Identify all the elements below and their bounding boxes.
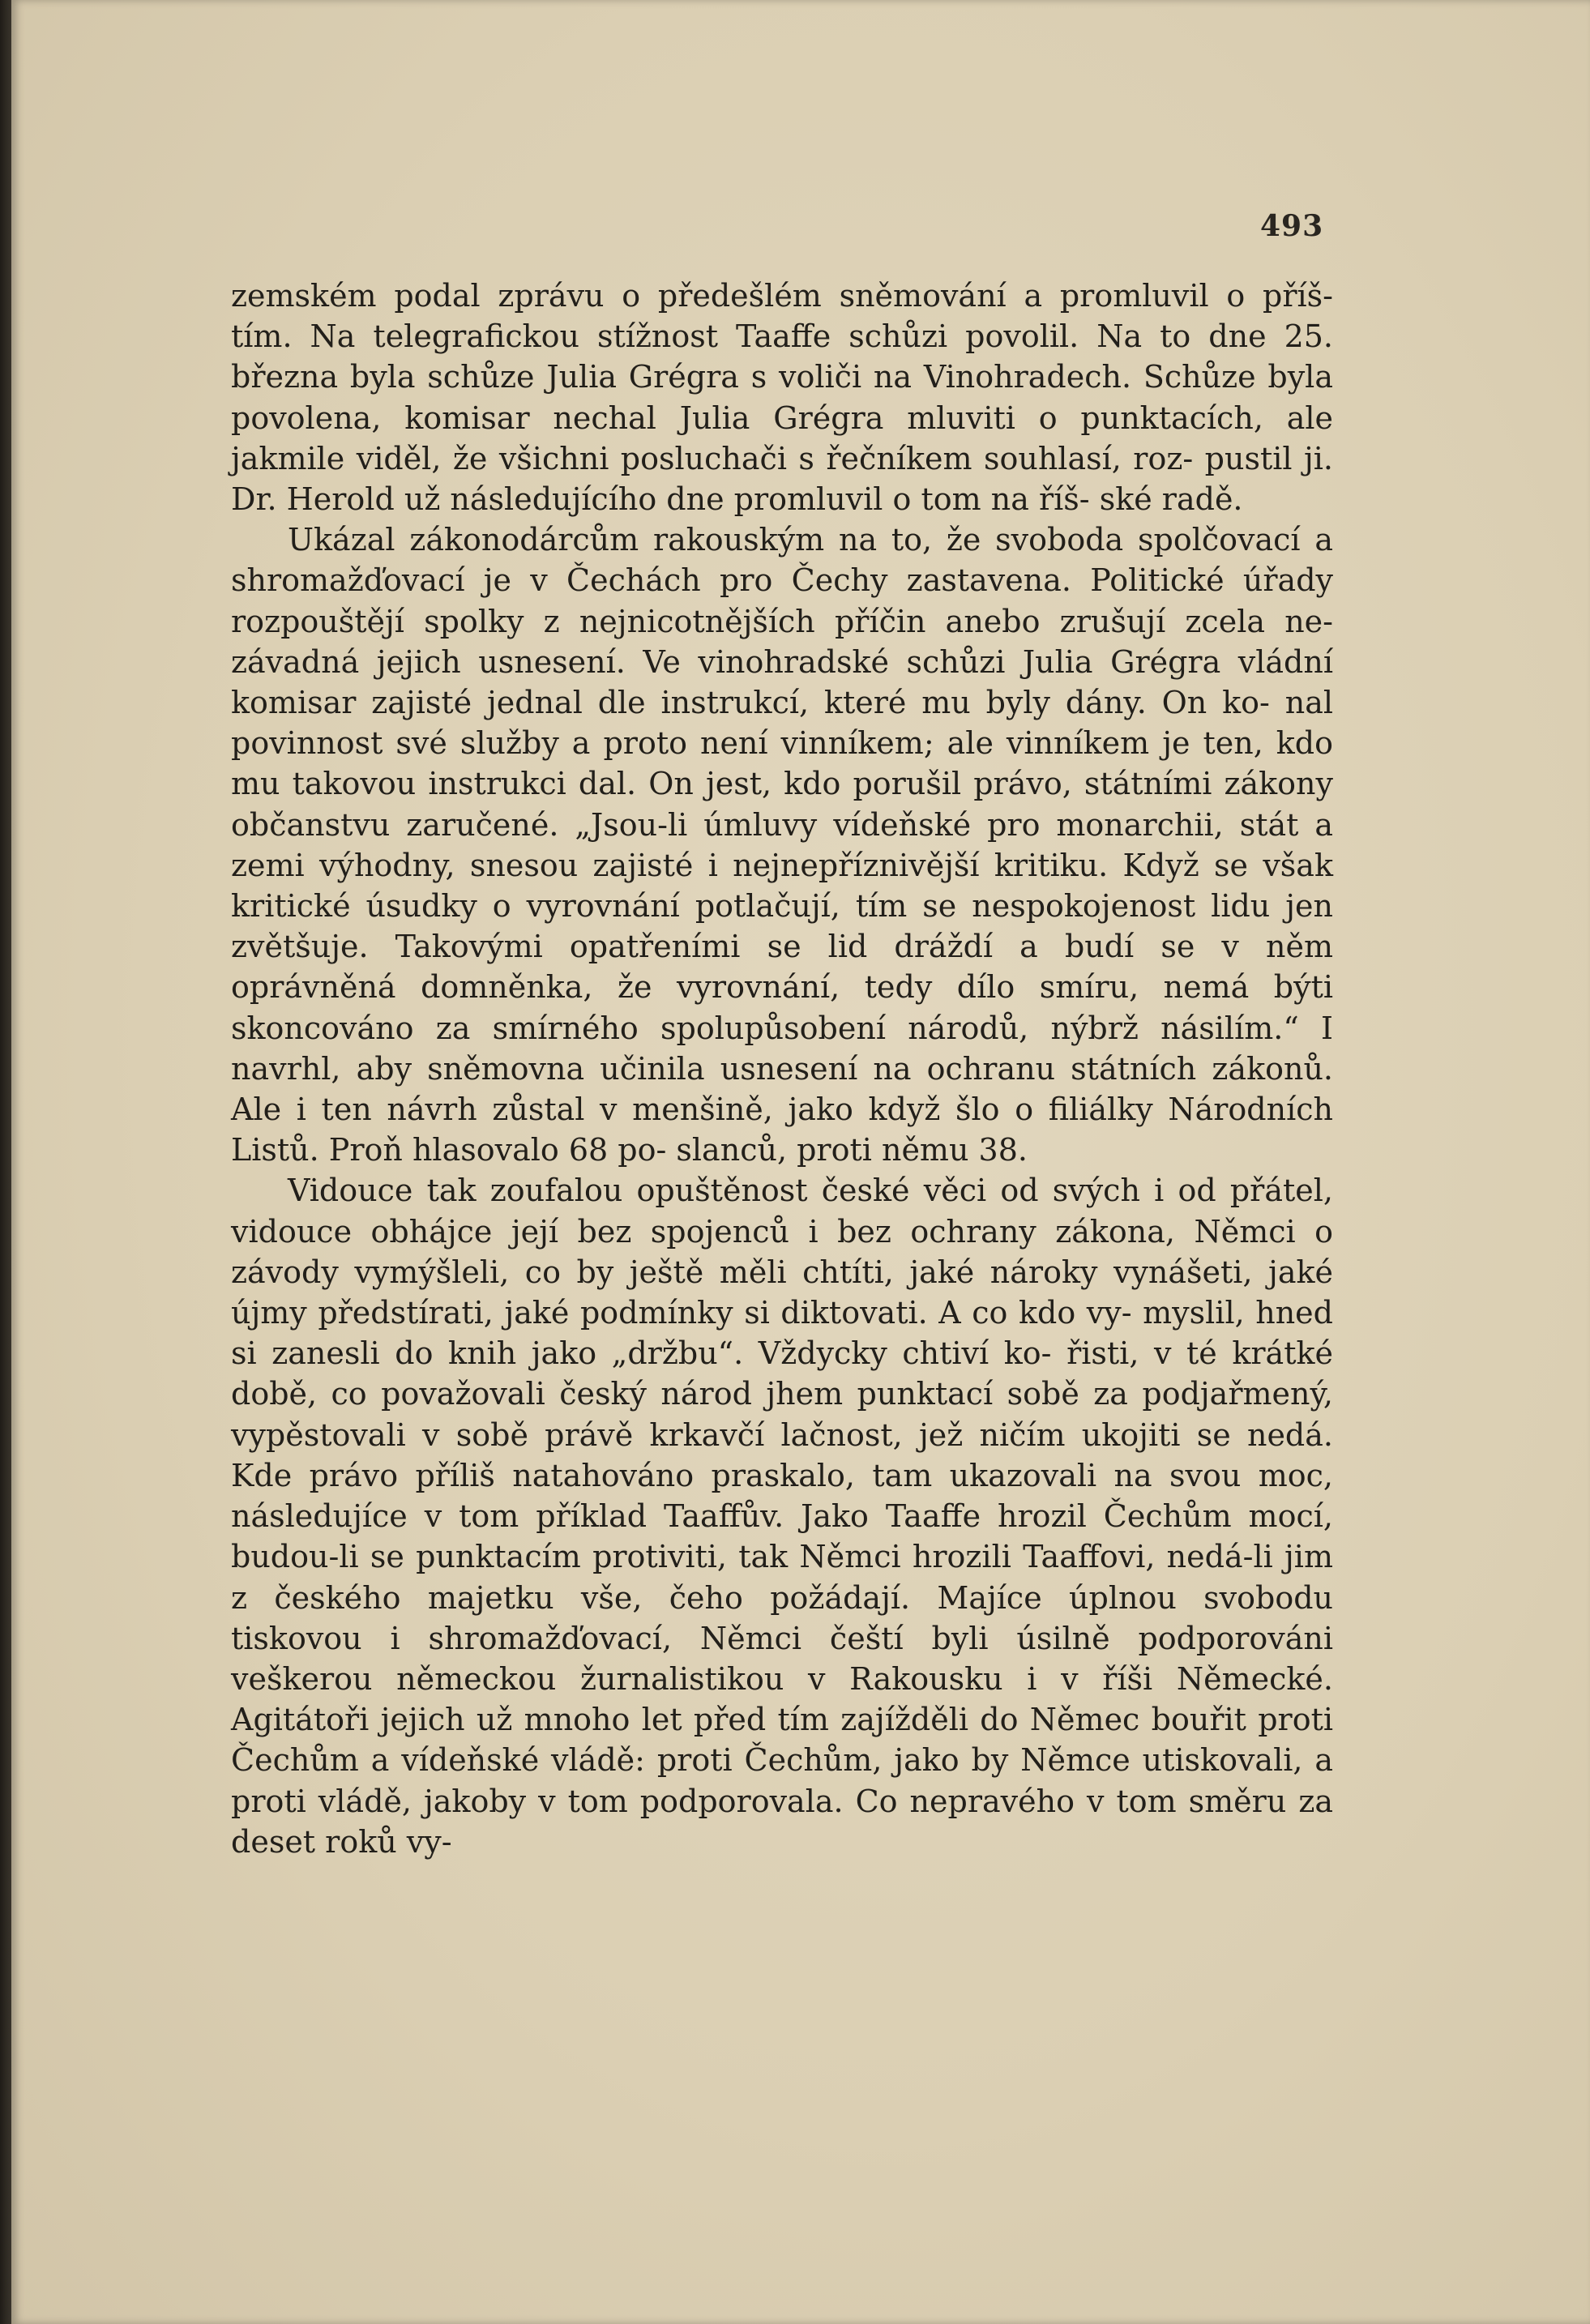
body-text: [231, 276, 1333, 1862]
paragraph: Ukázal zákonodárcům rakouským na to, že svoboda spolčovací a shromažďovací je v Čechách pro Čechy zastavena. Politické úřady rozpouštějí spolky z nejnicotnějších příčin anebo zrušují zcela ne- závadná jejich usnesení. Ve vinohradské schůzi Julia Grégra vládní komisar zajisté jednal dle instrukcí, které mu byly dány. On ko- nal povinnost své služby a proto není vinníkem; ale vinníkem je ten, kdo mu takovou instrukci dal. On jest, kdo porušil právo, státními zákony občanstvu zaručené. „Jsou-li úmluvy vídeňské pro monarchii, stát a zemi výhodny, snesou zajisté i nejnepříznivější kritiku. Když se však kritické úsudky o vyrovnání potlačují, tím se nespokojenost lidu jen zvětšuje. Takovými opatřeními se lid dráždí a budí se v něm oprávněná domněnka, že vyrovnání, tedy dílo smíru, nemá býti skoncováno za smírného spolupůsobení národů, nýbrž násilím.“ I navrhl, aby sněmovna učinila usnesení na ochranu státních zákonů. Ale i ten návrh zůstal v menšině, jako když šlo o filiálky Národních Listů. Proň hlasovalo 68 po- slanců, proti němu 38.: [231, 522, 1333, 1168]
page-number: 493: [1260, 209, 1324, 243]
scan-edge: [0, 0, 11, 2324]
paragraph: zemském podal zprávu o předešlém sněmování a promluvil o příš- tím. Na telegrafickou stížnost Taaffe schůzi povolil. Na to dne 25. března byla schůze Julia Grégra s voliči na Vinohradech. Schůze byla povolena, komisar nechal Julia Grégra mluviti o punktacích, ale jakmile viděl, že všichni posluchači s řečníkem souhlasí, roz- pustil ji. Dr. Herold už následujícího dne promluvil o tom na říš- ské radě.: [231, 278, 1333, 518]
book-page: [11, 0, 1590, 2324]
paragraph: Vidouce tak zoufalou opuštěnost české věci od svých i od přátel, vidouce obhájce její bez spojenců i bez ochrany zákona, Němci o závody vymýšleli, co by ještě měli chtíti, jaké nároky vynášeti, jaké újmy předstírati, jaké podmínky si diktovati. A co kdo vy- myslil, hned si zanesli do knih jako „držbu“. Vždycky chtiví ko- řisti, v té krátké době, co považovali český národ jhem punktací sobě za podjařmený, vypěstovali v sobě právě krkavčí lačnost, jež ničím ukojiti se nedá. Kde právo příliš natahováno praskalo, tam ukazovali na svou moc, následujíce v tom příklad Taaffův. Jako Taaffe hrozil Čechům mocí, budou-li se punktacím protiviti, tak Němci hrozili Taaffovi, nedá-li jim z českého majetku vše, čeho požádají. Majíce úplnou svobodu tiskovou i shromažďovací, Němci čeští byli úsilně podporováni veškerou německou žurnalistikou v Rakousku i v říši Německé. Agitátoři jejich už mnoho let před tím zajížděli do Němec bouřit proti Čechům a vídeňské vládě: proti Čechům, jako by Němce utiskovali, a proti vládě, jakoby v tom podporovala. Co nepravého v tom směru za deset roků vy-: [231, 1173, 1333, 1860]
